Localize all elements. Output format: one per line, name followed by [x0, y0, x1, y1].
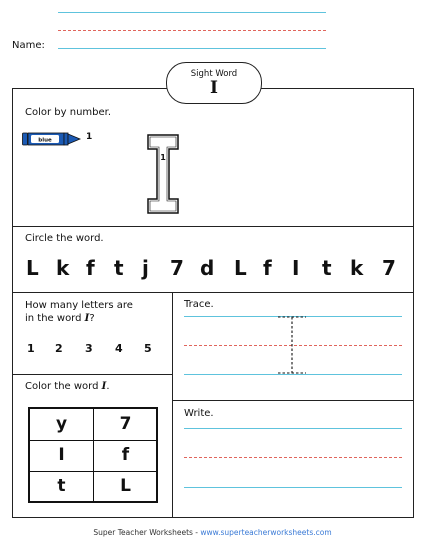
write-base-line[interactable] — [184, 487, 402, 488]
count-option[interactable]: 1 — [27, 342, 35, 355]
sight-word-badge — [166, 62, 262, 104]
write-mid-dashed-line — [184, 457, 402, 458]
grid-cell[interactable]: 7 — [119, 414, 132, 434]
letter-choice[interactable]: t — [114, 256, 124, 280]
footer-text: Super Teacher Worksheets - — [93, 528, 201, 537]
divider-left-middle — [12, 374, 172, 375]
divider-vertical — [172, 292, 173, 518]
badge-title: Sight Word — [190, 69, 238, 79]
circle-word-instruction: Circle the word. — [25, 233, 104, 244]
crayon-color-name: blue — [38, 137, 52, 144]
how-many-line1: How many letters are — [25, 300, 133, 311]
letter-choice[interactable]: k — [56, 256, 70, 280]
grid-cell[interactable]: f — [121, 445, 130, 465]
letter-choice[interactable]: L — [234, 256, 247, 280]
color-word-prefix: Color the word — [25, 381, 102, 392]
color-by-number-instruction: Color by number. — [25, 107, 112, 118]
letter-choice[interactable]: 7 — [382, 256, 396, 280]
divider-after-circle-word — [12, 292, 414, 293]
how-many-word: I — [84, 313, 90, 324]
divider-after-color-by-number — [12, 226, 414, 227]
footer-link[interactable]: www.superteacherworksheets.com — [200, 528, 332, 537]
color-word-grid — [28, 407, 158, 503]
write-top-line — [184, 428, 402, 429]
letter-choice[interactable]: L — [26, 256, 39, 280]
grid-cell[interactable]: y — [55, 414, 68, 434]
color-word-suffix: . — [106, 381, 110, 392]
letter-choice[interactable]: f — [263, 256, 272, 280]
badge-word: I — [210, 78, 218, 98]
count-option[interactable]: 2 — [55, 342, 63, 355]
letter-choice[interactable]: t — [322, 256, 332, 280]
grid-cell[interactable]: L — [120, 476, 131, 496]
grid-cell[interactable]: I — [58, 445, 65, 465]
name-input-line[interactable] — [58, 48, 326, 49]
top-mid-dashed-line — [58, 30, 326, 31]
color-word-instruction — [25, 381, 110, 392]
how-many-line2-suffix: ? — [89, 313, 95, 324]
name-label: Name: — [12, 40, 45, 51]
count-option[interactable]: 4 — [115, 342, 123, 355]
write-label: Write. — [184, 408, 214, 419]
letter-choice[interactable]: 7 — [170, 256, 184, 280]
letter-choice[interactable]: j — [142, 256, 149, 280]
footer — [0, 528, 425, 537]
letter-i-trace-guide[interactable] — [272, 312, 312, 378]
crayon-number: 1 — [86, 132, 93, 142]
color-word-word: I — [101, 381, 107, 392]
how-many-line2-prefix: in the word — [25, 313, 85, 324]
divider-right-middle — [172, 400, 414, 401]
count-option[interactable]: 3 — [85, 342, 93, 355]
letter-choice[interactable]: f — [86, 256, 95, 280]
grid-cell[interactable]: t — [57, 476, 66, 496]
how-many-question — [25, 299, 133, 325]
letter-i-outline[interactable] — [145, 132, 181, 216]
blue-crayon-icon — [22, 132, 82, 146]
trace-label: Trace. — [184, 299, 214, 310]
letter-choice[interactable]: I — [292, 256, 300, 280]
count-option[interactable]: 5 — [144, 342, 152, 355]
region-number: 1 — [160, 153, 166, 162]
letter-choice[interactable]: d — [200, 256, 215, 280]
letter-choice[interactable]: k — [350, 256, 364, 280]
top-guide-line — [58, 12, 326, 13]
